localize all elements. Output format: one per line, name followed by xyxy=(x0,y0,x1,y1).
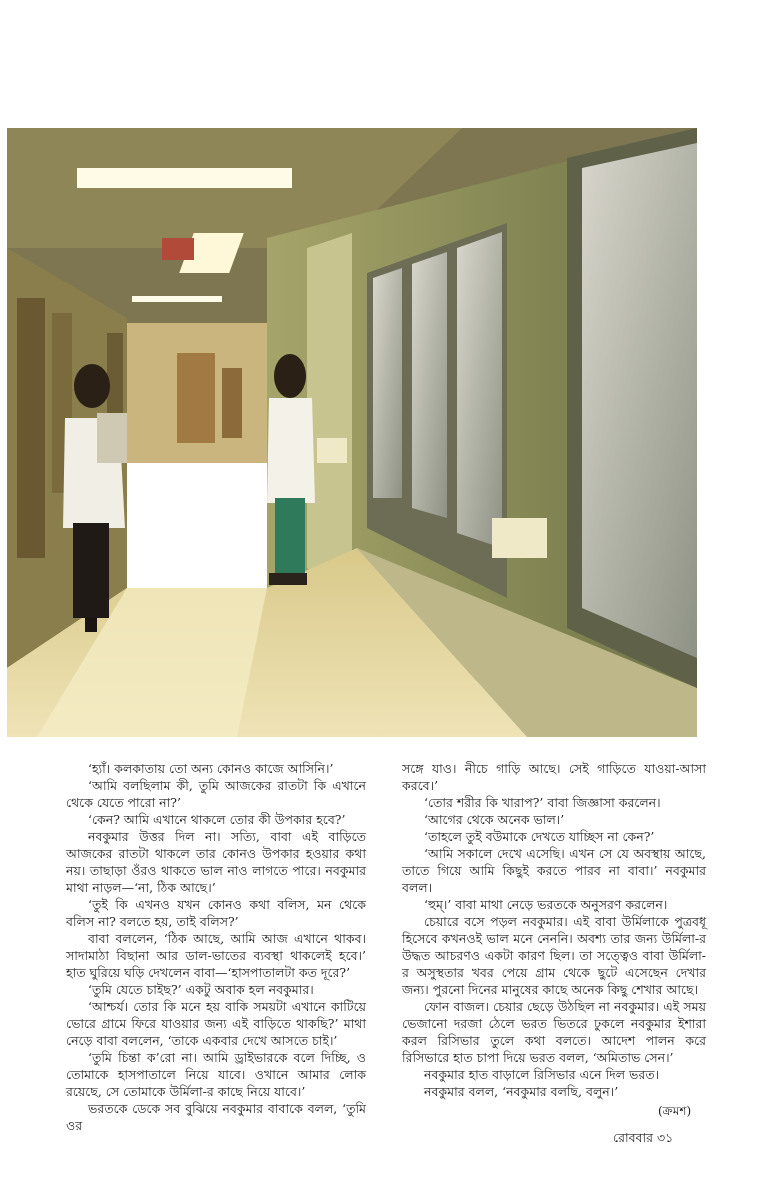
paragraph: চেয়ারে বসে পড়ল নবকুমার। এই বাবা উর্মিলাকে পুত্রবধূ হিসেবে কখনওই ভাল মনে নেননি। অবশ্য তার জন্য উর্মিলা-র উদ্ধত আচরণও একটা কারণ ছিল। তা সত্ত্বেও বাবা উর্মিলা-র অসুস্থতার খবর পেয়ে গ্রাম থেকে ছুটে এসেছেন দেখার জন্য। পুরনো দিনের মানুষের কাছে অনেক কিছু শেখার আছে। xyxy=(402,914,706,997)
paragraph: ‘আগের থেকে অনেক ভাল।’ xyxy=(424,812,565,827)
paragraph: নবকুমার বলল, ‘নবকুমার বলছি, বলুন।’ xyxy=(424,1084,619,1099)
paragraph: নবকুমার হাত বাড়ালে রিসিভার এনে দিল ভরত। xyxy=(424,1067,660,1082)
right-text-column xyxy=(402,760,706,1100)
page-folio: রোববার ৩১ xyxy=(613,1130,674,1145)
left-text-column xyxy=(66,760,366,1134)
paragraph: ‘তাহলে তুই বউমাকে দেখতে যাচ্ছিস না কেন?’ xyxy=(424,829,655,844)
paragraph: ‘হুম্‌।’ বাবা মাথা নেড়ে ভরতকে অনুসরণ করলেন। xyxy=(424,897,668,912)
paragraph: ‘তুমি চিন্তা ক’রো না। আমি ড্রাইভারকে বলে দিচ্ছি, ও তোমাকে হাসপাতালে নিয়ে যাবে। ওখানে আমার লোক রয়েছে, সে তোমাকে উর্মিলা-র কাছে নিয়ে যাবে।’ xyxy=(66,1050,366,1099)
paragraph: ‘হ্যাঁ। কলকাতায় তো অন্য কোনও কাজে আসিনি।’ xyxy=(88,761,334,776)
paragraph: ‘তুই কি এখনও যখন কোনও কথা বলিস, মন থেকে বলিস না? বলতে হয়, তাই বলিস?’ xyxy=(66,897,366,929)
paragraph: ভরতকে ডেকে সব বুঝিয়ে নবকুমার বাবাকে বলল, ‘তুমি ওর xyxy=(66,1101,366,1133)
paragraph: সঙ্গে যাও। নীচে গাড়ি আছে। সেই গাড়িতে যাওয়া-আসা করবে।’ xyxy=(402,761,706,793)
paragraph: ফোন বাজল। চেয়ার ছেড়ে উঠছিল না নবকুমার। এই সময় ভেজানো দরজা ঠেলে ভরত ভিতরে ঢুকলে নবকুমার ইশারা করল রিসিভার তুলে কথা বলতে। আদেশ পালন করে রিসিভারে হাত চাপা দিয়ে ভরত বলল, ‘অমিতাভ সেন।’ xyxy=(402,999,706,1065)
paragraph: ‘তুমি যেতে চাইছ?’ একটু অবাক হল নবকুমার। xyxy=(88,982,314,997)
continued-label: (ক্রমশ) xyxy=(658,1104,692,1118)
paragraph: নবকুমার উত্তর দিল না। সত্যি, বাবা এই বাড়িতে আজকের রাতটা থাকলে তার কোনও উপকার হওয়ার কথা নয়। তাছাড়া ওঁরও থাকতে ভাল নাও লাগতে পারে। নবকুমার মাথা নাড়ল—‘না, ঠিক আছে।’ xyxy=(66,829,366,895)
paragraph: ‘আমি বলছিলাম কী, তুমি আজকের রাতটা কি এখানে থেকে যেতে পারো না?’ xyxy=(66,778,366,810)
paragraph: ‘আশ্চর্য। তোর কি মনে হয় বাকি সময়টা এখানে কাটিয়ে ভোরে গ্রামে ফিরে যাওয়ার জন্য এই বাড়িতে থাকছি?’ মাথা নেড়ে বাবা বললেন, ‘তাকে একবার দেখে আসতে চাই।’ xyxy=(66,999,366,1048)
paragraph: ‘আমি সকালে দেখে এসেছি। এখন সে যে অবস্থায় আছে, তাতে গিয়ে আমি কিছুই করতে পারব না বাবা।’ নবকুমার বলল। xyxy=(402,846,706,895)
paragraph: ‘কেন? আমি এখানে থাকলে তোর কী উপকার হবে?’ xyxy=(88,812,346,827)
paragraph: বাবা বললেন, ‘ঠিক আছে, আমি আজ এখানে থাকব। সাদামাঠা বিছানা আর ডাল-ভাতের ব্যবস্থা থাকলেই হবে।’ হাত ঘুরিয়ে ঘড়ি দেখলেন বাবা—‘হাসপাতালটা কত দূরে?’ xyxy=(66,931,366,980)
hospital-corridor-illustration xyxy=(7,128,697,737)
paragraph: ‘তোর শরীর কি খারাপ?’ বাবা জিজ্ঞাসা করলেন। xyxy=(424,795,661,810)
